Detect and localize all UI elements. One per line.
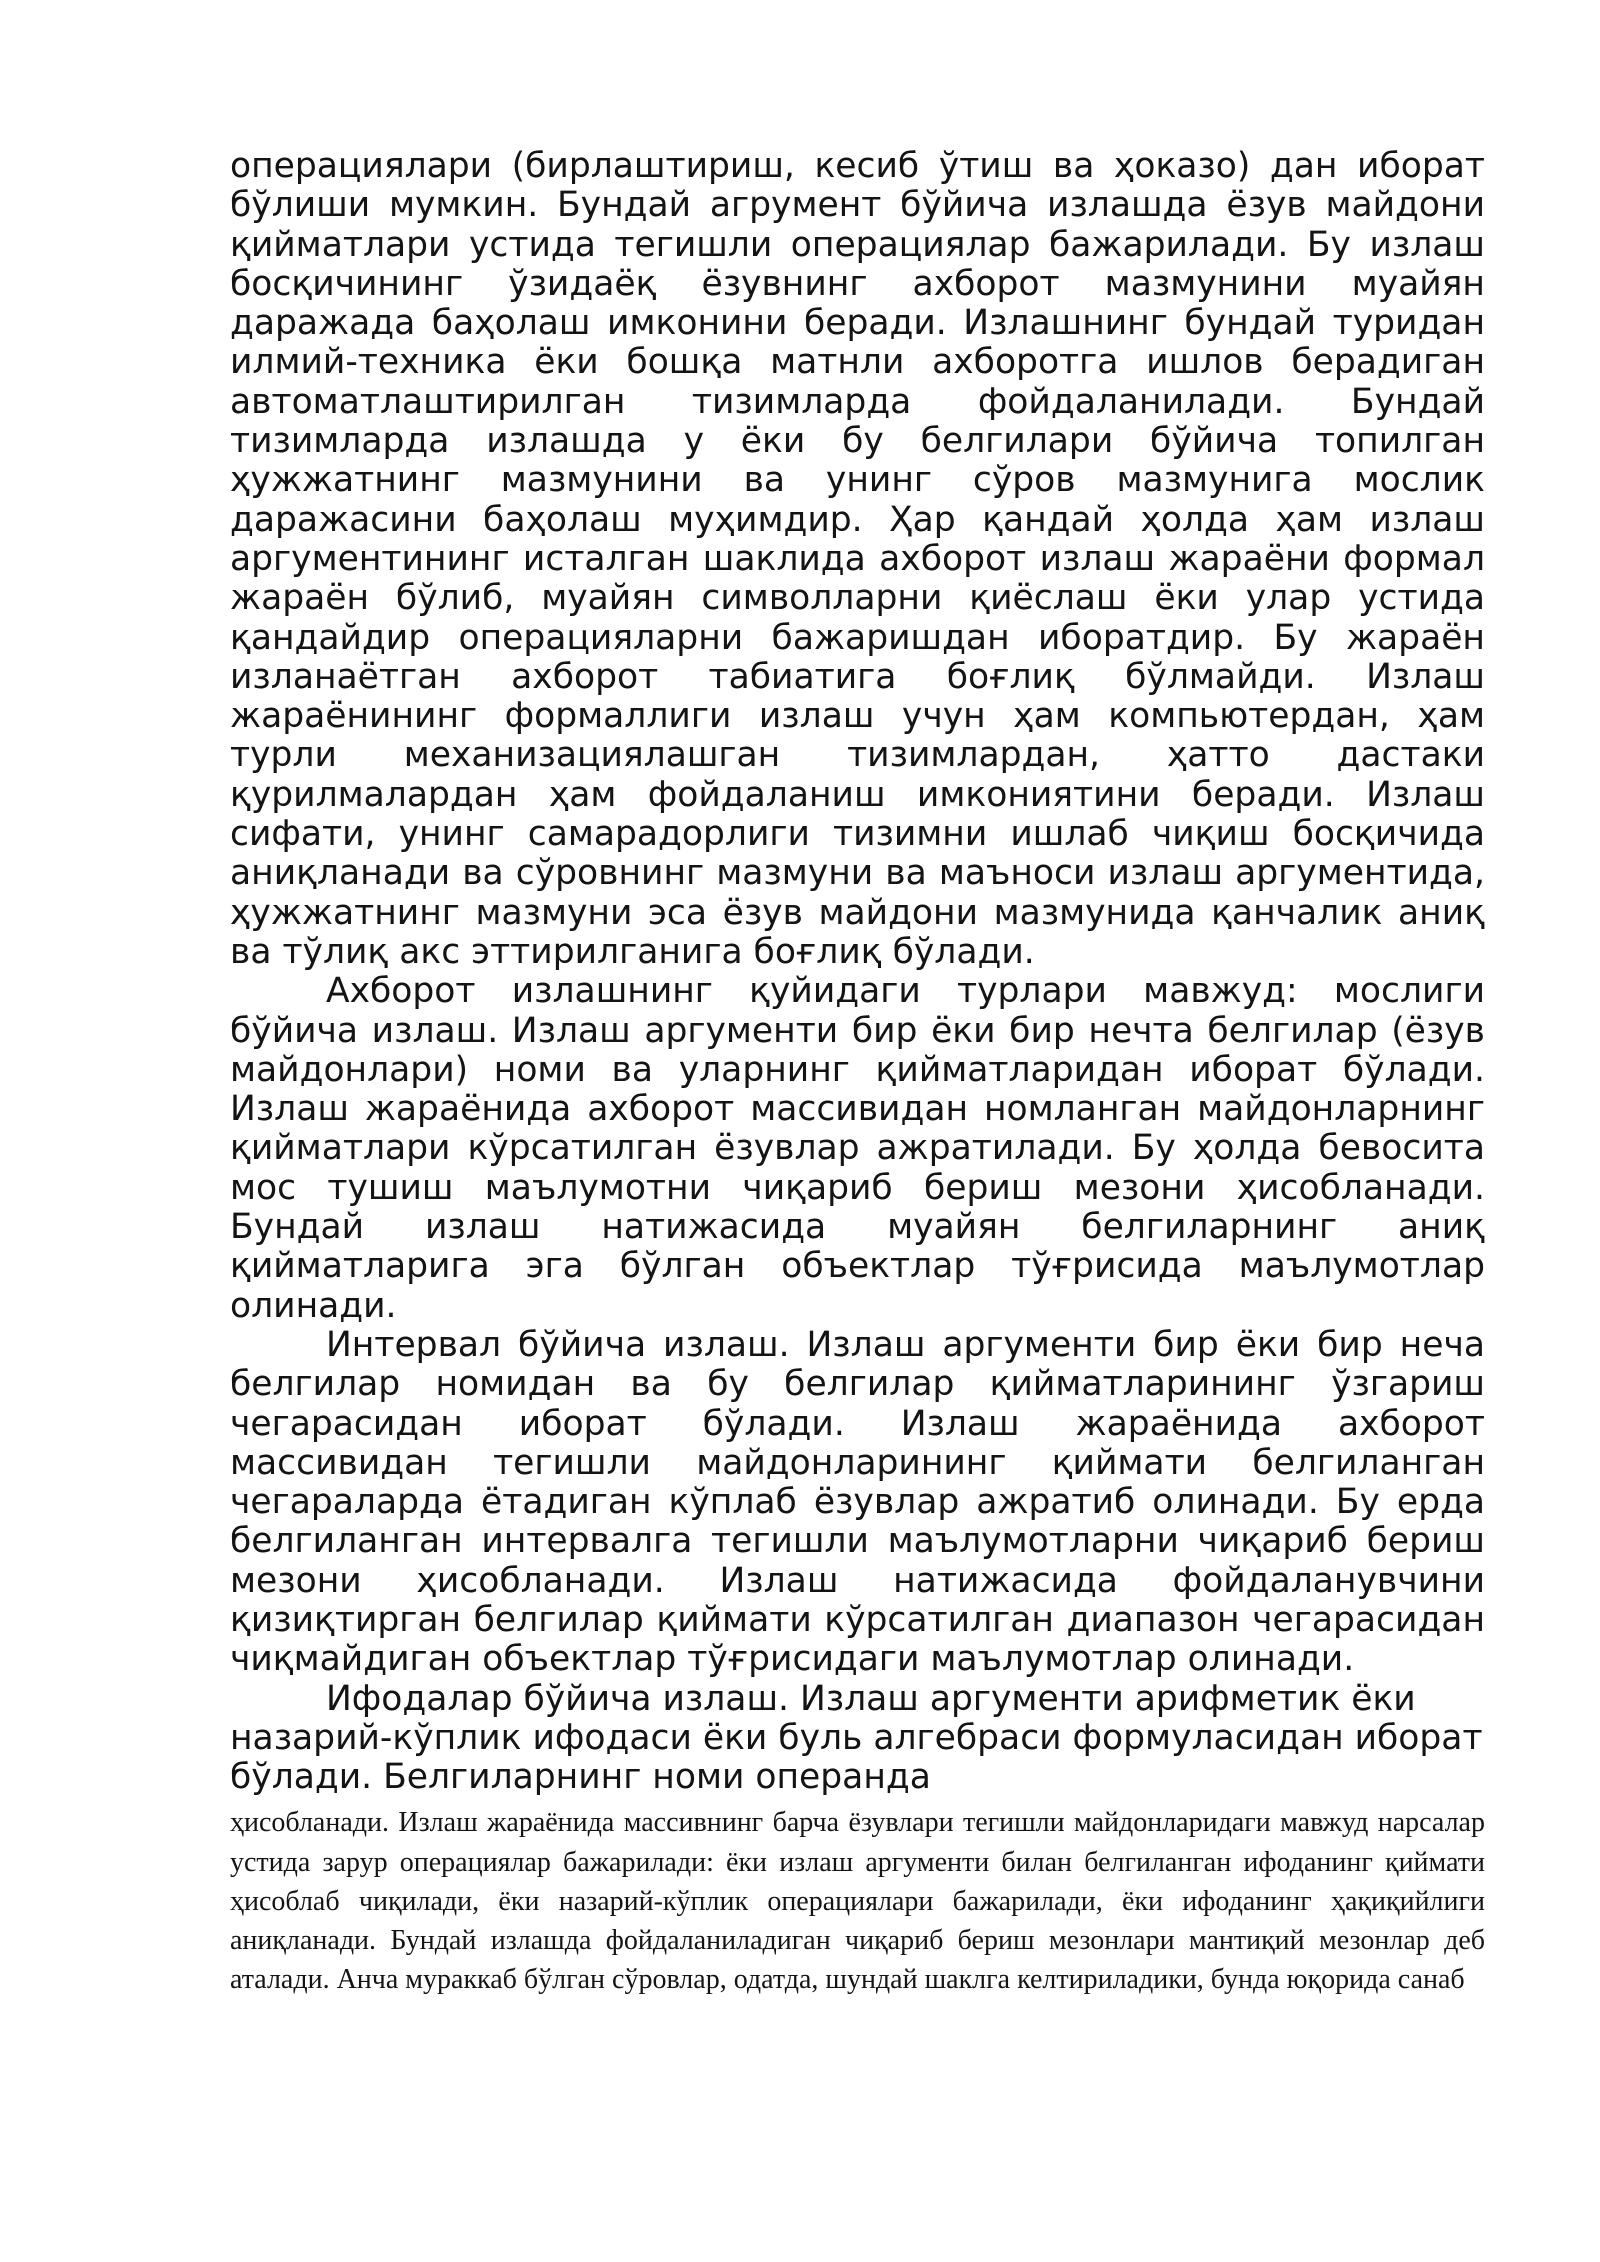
paragraph-expression-search-continued: ҳисобланади. Излаш жараёнида массивнинг барча ёзувлари тегишли майдонларидаги мавжуд нарсалар устида зарур операциялар бажарилади: ёки излаш аргументи билан белгиланган ифоданинг қиймати ҳисоблаб чиқилади, ёки назарий-кўплик операциялари бажарилади, ёки ифоданинг ҳақиқийлиги аниқланади. Бундай излашда фойдаланиладиган чиқариб бериш мезонлари мантиқий мезонлар деб аталади. Анча мураккаб бўлган сўровлар, одатда, шундай шаклга келтириладики, бунда юқорида санаб <box>230 1807 1485 1996</box>
paragraph-search-operations: операциялари (бирлаштириш, кесиб ўтиш ва ҳоказо) дан иборат бўлиши мумкин. Бундай агрумент бўйича излашда ёзув майдони қийматлари устида тегишли операциялар бажарилади. Бу излаш босқичининг ўзидаёқ ёзувнинг ахборот мазмунини муайян даражада баҳолаш имконини беради. Излашнинг бундай туридан илмий-техника ёки бошқа матнли ахборотга ишлов берадиган автоматлаштирилган тизимларда фойдаланилади. Бундай тизимларда излашда у ёки бу белгилари бўйича топилган ҳужжатнинг мазмунини ва унинг сўров мазмунига мослик даражасини баҳолаш муҳимдир. Ҳар қандай ҳолда ҳам излаш аргументининг исталган шаклида ахборот излаш жараёни формал жараён бўлиб, муайян символларни қиёслаш ёки улар устида қандайдир операцияларни бажаришдан иборатдир. Бу жараён изланаётган ахборот табиатига боғлиқ бўлмайди. Излаш жараёнининг формаллиги излаш учун ҳам компьютердан, ҳам турли механизациялашган тизимлардан, ҳатто дастаки қурилмалардан ҳам фойдаланиш имкониятини беради. Излаш сифати, унинг самарадорлиги тизимни ишлаб чиқиш босқичида аниқланади ва сўровнинг мазмуни ва маъноси излаш аргументида, ҳужжатнинг мазмуни эса ёзув майдони мазмунида қанчалик аниқ ва тўлиқ акс эттирилганига боғлиқ бўлади. <box>230 146 1485 972</box>
paragraph-match-search: Ахборот излашнинг қуйидаги турлари мавжуд: мослиги бўйича излаш. Излаш аргументи бир ёки бир нечта белгилар (ёзув майдонлари) номи ва уларнинг қийматларидан иборат бўлади. Излаш жараёнида ахборот массивидан номланган майдонларнинг қийматлари кўрсатилган ёзувлар ажратилади. Бу ҳолда бевосита мос тушиш маълумотни чиқариб бериш мезони ҳисобланади. Бундай излаш натижасида муайян белгиларнинг аниқ қийматларига эга бўлган объектлар тўғрисида маълумотлар олинади. <box>230 971 1485 1326</box>
paragraph-expression-search: Ифодалар бўйича излаш. Излаш аргументи арифметик ёки назарий-кўплик ифодаси ёки буль алгебраси формуласидан иборат бўлади. Белгиларнинг номи операнда <box>230 1678 1483 1798</box>
paragraph-interval-search: Интервал бўйича излаш. Излаш аргументи бир ёки бир неча белгилар номидан ва бу белгилар қийматларининг ўзгариш чегарасидан иборат бўлади. Излаш жараёнида ахборот массивидан тегишли майдонларининг қиймати белгиланган чегараларда ётадиган кўплаб ёзувлар ажратиб олинади. Бу ерда белгиланган интервалга тегишли маълумотларни чиқариб бериш мезони ҳисобланади. Излаш натижасида фойдаланувчини қизиқтирган белгилар қиймати кўрсатилган диапазон чегарасидан чиқмайдиган объектлар тўғрисидаги маълумотлар олинади. <box>230 1324 1485 1680</box>
text-column <box>230 147 1485 1999</box>
